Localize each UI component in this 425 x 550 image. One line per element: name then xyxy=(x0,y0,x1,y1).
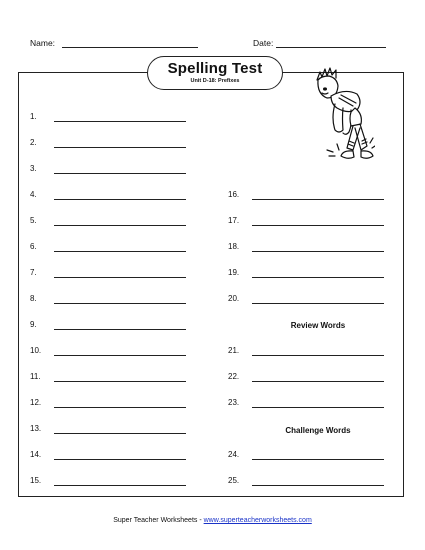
date-label: Date: xyxy=(253,38,274,48)
footer-text: Super Teacher Worksheets - xyxy=(113,517,204,524)
answer-line[interactable] xyxy=(54,251,186,252)
number-label: 2. xyxy=(30,138,37,147)
answer-line[interactable] xyxy=(54,225,186,226)
footer xyxy=(0,517,425,524)
answer-line[interactable] xyxy=(54,485,186,486)
answer-line[interactable] xyxy=(54,355,186,356)
answer-line[interactable] xyxy=(54,329,186,330)
answer-line[interactable] xyxy=(54,381,186,382)
number-label: 1. xyxy=(30,112,37,121)
name-label: Name: xyxy=(30,38,56,48)
answer-line[interactable] xyxy=(252,199,384,200)
number-label: 3. xyxy=(30,164,37,173)
footer-link[interactable]: www.superteacherworksheets.com xyxy=(203,517,312,524)
answer-line[interactable] xyxy=(54,277,186,278)
answer-line[interactable] xyxy=(54,459,186,460)
number-label: 13. xyxy=(30,424,42,433)
number-label: 7. xyxy=(30,268,37,277)
number-label: 23. xyxy=(228,398,240,407)
number-label: 9. xyxy=(30,320,37,329)
challenge-words-heading: Challenge Words xyxy=(285,426,351,435)
number-label: 14. xyxy=(30,450,42,459)
answer-line[interactable] xyxy=(54,199,186,200)
number-label: 11. xyxy=(30,372,41,381)
boy-touching-toes-illustration xyxy=(315,58,375,173)
answer-line[interactable] xyxy=(252,225,384,226)
number-label: 16. xyxy=(228,190,240,199)
answer-line[interactable] xyxy=(252,355,384,356)
number-label: 6. xyxy=(30,242,37,251)
number-label: 12. xyxy=(30,398,42,407)
answer-line[interactable] xyxy=(252,407,384,408)
number-label: 22. xyxy=(228,372,240,381)
answer-line[interactable] xyxy=(54,147,186,148)
answer-line[interactable] xyxy=(252,459,384,460)
answer-line[interactable] xyxy=(252,485,384,486)
number-label: 18. xyxy=(228,242,240,251)
date-field[interactable] xyxy=(276,47,386,48)
name-field[interactable] xyxy=(62,47,198,48)
answer-line[interactable] xyxy=(252,251,384,252)
number-label: 8. xyxy=(30,294,37,303)
answer-line[interactable] xyxy=(252,381,384,382)
number-label: 24. xyxy=(228,450,240,459)
answer-line[interactable] xyxy=(54,407,186,408)
title-box xyxy=(147,56,283,90)
answer-line[interactable] xyxy=(252,303,384,304)
number-label: 4. xyxy=(30,190,37,199)
number-label: 20. xyxy=(228,294,240,303)
answer-line[interactable] xyxy=(252,277,384,278)
number-label: 10. xyxy=(30,346,42,355)
number-label: 25. xyxy=(228,476,240,485)
page-subtitle: Unit D-18: Prefixes xyxy=(190,78,240,84)
answer-line[interactable] xyxy=(54,121,186,122)
page-title: Spelling Test xyxy=(167,60,263,77)
answer-line[interactable] xyxy=(54,433,186,434)
number-label: 17. xyxy=(228,216,240,225)
number-label: 19. xyxy=(228,268,240,277)
number-label: 5. xyxy=(30,216,37,225)
answer-line[interactable] xyxy=(54,173,186,174)
number-label: 15. xyxy=(30,476,42,485)
review-words-heading: Review Words xyxy=(290,321,346,330)
number-label: 21. xyxy=(228,346,240,355)
answer-line[interactable] xyxy=(54,303,186,304)
